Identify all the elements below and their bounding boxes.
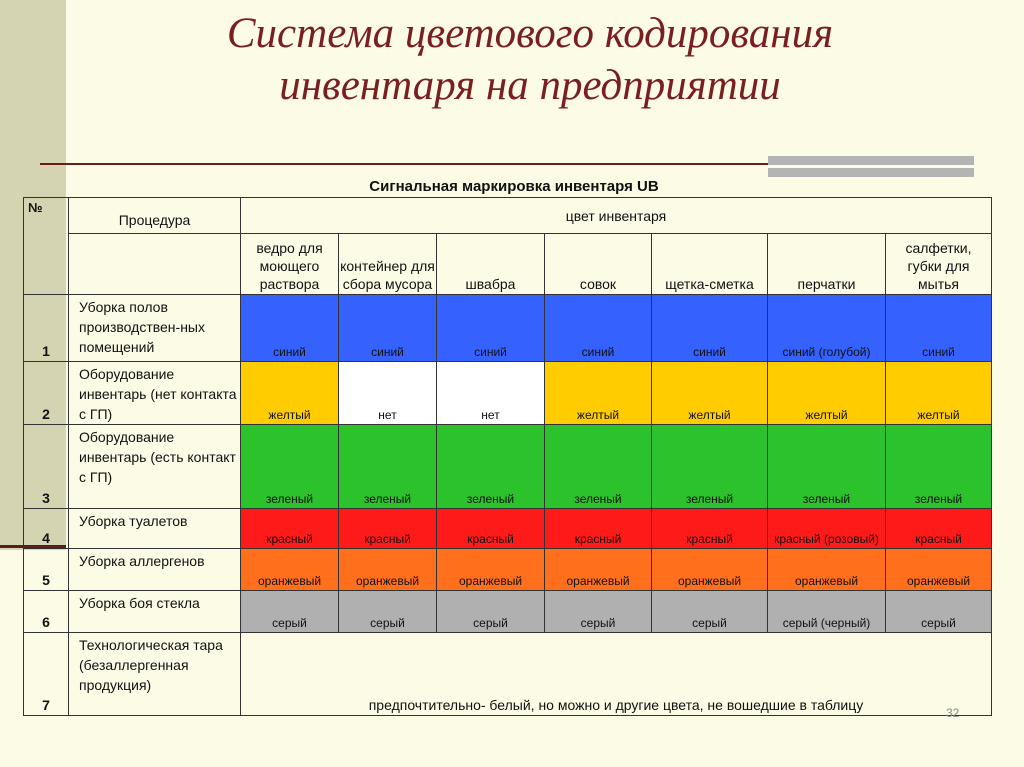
color-cell: зеленый (437, 425, 545, 509)
row-number: 1 (24, 295, 69, 362)
table-row (24, 295, 992, 362)
table-row (24, 591, 992, 633)
row-procedure: Уборка аллергенов (69, 549, 241, 591)
color-cell: красный (652, 509, 768, 549)
color-coding-table (23, 197, 992, 716)
color-cell: зеленый (886, 425, 992, 509)
column-header: перчатки (768, 234, 886, 295)
color-cell: желтый (545, 362, 652, 425)
column-header: швабра (437, 234, 545, 295)
color-cell: серый (черный) (768, 591, 886, 633)
color-cell: желтый (241, 362, 339, 425)
slide-title (100, 8, 960, 112)
color-cell: серый (886, 591, 992, 633)
color-cell: оранжевый (886, 549, 992, 591)
color-cell: серый (241, 591, 339, 633)
column-header: совок (545, 234, 652, 295)
row-procedure: Уборка полов производствен-ных помещений (69, 295, 241, 362)
color-cell: оранжевый (545, 549, 652, 591)
color-cell: серый (339, 591, 437, 633)
column-header: ведро для моющего раствора (241, 234, 339, 295)
row-number: 5 (24, 549, 69, 591)
color-cell: синий (241, 295, 339, 362)
color-cell: синий (голубой) (768, 295, 886, 362)
table-row (24, 633, 992, 716)
row-note: предпочтительно- белый, но можно и другие цвета, не вошедшие в таблицу (241, 633, 992, 716)
color-cell: красный (437, 509, 545, 549)
row-procedure: Технологическая тара (безаллергенная продукция) (69, 633, 241, 716)
color-cell: желтый (768, 362, 886, 425)
color-cell: оранжевый (652, 549, 768, 591)
table-row (24, 425, 992, 509)
header-inventory-color: цвет инвентаря (241, 198, 992, 234)
color-cell: серый (545, 591, 652, 633)
color-cell: зеленый (652, 425, 768, 509)
color-cell: нет (437, 362, 545, 425)
row-number: 6 (24, 591, 69, 633)
color-cell: оранжевый (339, 549, 437, 591)
header-number: № (24, 198, 69, 295)
color-cell: синий (545, 295, 652, 362)
color-cell: серый (437, 591, 545, 633)
slide-title-line-2: инвентаря на предприятии (279, 62, 781, 109)
row-number: 4 (24, 509, 69, 549)
table-row (24, 509, 992, 549)
divider-accent-bottom (768, 168, 974, 177)
row-number: 7 (24, 633, 69, 716)
color-cell: красный (339, 509, 437, 549)
color-cell: оранжевый (241, 549, 339, 591)
color-cell: желтый (886, 362, 992, 425)
color-cell: красный (545, 509, 652, 549)
divider-accent-top (768, 156, 974, 165)
color-cell: зеленый (339, 425, 437, 509)
column-header: щетка-сметка (652, 234, 768, 295)
page-number: 32 (946, 706, 960, 720)
color-cell: красный (241, 509, 339, 549)
row-procedure: Оборудование инвентарь (есть контакт с ГП) (69, 425, 241, 509)
title-divider (40, 163, 770, 165)
color-cell: красный (886, 509, 992, 549)
table-row (24, 362, 992, 425)
color-cell: синий (339, 295, 437, 362)
color-cell: оранжевый (768, 549, 886, 591)
header-procedure: Процедура (69, 198, 241, 234)
row-number: 2 (24, 362, 69, 425)
color-cell: синий (437, 295, 545, 362)
color-cell: серый (652, 591, 768, 633)
color-cell: зеленый (241, 425, 339, 509)
color-cell: синий (652, 295, 768, 362)
column-header: салфетки, губки для мытья (886, 234, 992, 295)
color-cell: зеленый (768, 425, 886, 509)
slide-title-line-1: Система цветового кодирования (226, 10, 834, 57)
color-cell: зеленый (545, 425, 652, 509)
table-row (24, 549, 992, 591)
row-procedure: Оборудование инвентарь (нет контакта с ГП) (69, 362, 241, 425)
color-cell: синий (886, 295, 992, 362)
table-caption: Сигнальная маркировка инвентаря UB (369, 178, 659, 195)
color-cell: оранжевый (437, 549, 545, 591)
header-procedure-blank (69, 234, 241, 295)
row-procedure: Уборка боя стекла (69, 591, 241, 633)
color-cell: желтый (652, 362, 768, 425)
row-number: 3 (24, 425, 69, 509)
row-procedure: Уборка туалетов (69, 509, 241, 549)
color-cell: красный (розовый) (768, 509, 886, 549)
column-header: контейнер для сбора мусора (339, 234, 437, 295)
color-cell: нет (339, 362, 437, 425)
